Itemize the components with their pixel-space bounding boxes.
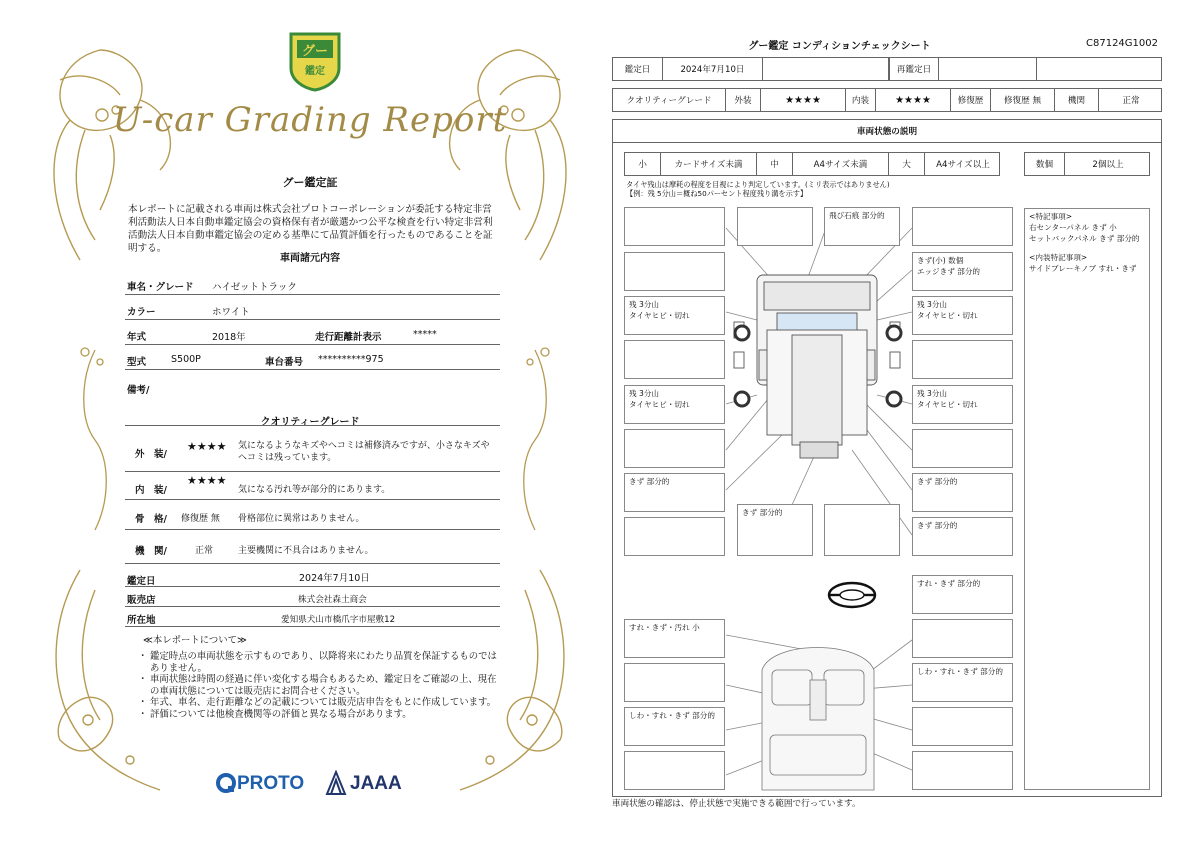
qg-repair-label: 修復歴 — [951, 89, 991, 111]
quality-engine-text: 主要機関に不具合はありません。 — [238, 546, 374, 556]
note-item: ・ 車両状態は時間の経過に伴い変化する場合もあるため、鑑定日をご確認の上、現在の車両状態については販売店にお問合せください。 — [138, 674, 498, 697]
legend-small-desc: カードサイズ未満 — [661, 153, 757, 175]
rr-tire-text-2: タイヤヒビ・切れ — [917, 400, 978, 409]
right-rear-text: きず 部分的 — [917, 521, 958, 530]
info-row-dealer — [125, 587, 500, 607]
quality-ext-stars: ★★★★ — [187, 440, 227, 453]
quality-divider — [125, 425, 500, 426]
quality-ext-label: 外 装/ — [135, 449, 167, 460]
info-row-address — [125, 607, 500, 627]
panel-left-rear-tire — [624, 385, 725, 424]
panel-rear-mid — [737, 504, 813, 556]
info-date-value: 2024年7月10日 — [299, 573, 370, 584]
panel-right-bed — [912, 473, 1013, 512]
report-title: U-car Grading Report — [112, 100, 508, 140]
quality-section-title: クオリティーグレード — [260, 417, 360, 428]
rf-tire-text-2: タイヤヒビ・切れ — [917, 311, 978, 320]
quality-int-stars: ★★★★ — [187, 474, 227, 487]
panel-int-left-1 — [624, 619, 725, 658]
panel-left-f — [624, 429, 725, 468]
spec-color-value: ホワイト — [212, 307, 250, 318]
quality-engine-value: 正常 — [195, 546, 214, 556]
rear-mid-text: きず 部分的 — [742, 508, 783, 517]
panel-int-right-1 — [912, 663, 1013, 702]
info-dealer-value: 株式会社森土商会 — [298, 595, 367, 605]
redate-label: 再鑑定日 — [889, 58, 939, 80]
right-bed-text: きず 部分的 — [917, 477, 958, 486]
ornament-left-side-icon — [70, 340, 120, 540]
interior-notes-title: <内装特記事項> — [1029, 253, 1088, 262]
qg-engine-value: 正常 — [1122, 96, 1140, 106]
steering-text: すれ・きず 部分的 — [917, 579, 981, 588]
panel-left-b — [624, 252, 725, 291]
spec-chassis-value: **********975 — [318, 354, 384, 365]
panel-left-a — [624, 207, 725, 246]
date-value: 2024年7月10日 — [663, 58, 763, 80]
tire-note-2: 【例：残 5分山＝概ね50パーセント程度残り溝を示す】 — [626, 189, 808, 198]
spec-model-value: S500P — [171, 354, 201, 365]
tire-note-1: タイヤ残山は摩耗の程度を目視により判定しています。(ミリ表示ではありません) — [626, 180, 890, 189]
quality-row-exterior — [125, 430, 500, 472]
panel-mid-a — [737, 207, 813, 246]
date-label: 鑑定日 — [613, 58, 663, 80]
quality-row-interior — [125, 472, 500, 500]
badge-bottom-text: 鑑定 — [305, 66, 325, 77]
lr-tire-text-2: タイヤヒビ・切れ — [629, 400, 690, 409]
panel-left-h — [624, 517, 725, 556]
lr-tire-text-1: 残 3分山 — [629, 389, 660, 398]
legend-count: 数個 — [1025, 153, 1065, 175]
quality-frame-value: 修復歴 無 — [181, 514, 220, 524]
spec-mileage-label: 走行距離計表示 — [315, 332, 382, 343]
special-note-2: セットバックパネル きず 部分的 — [1029, 234, 1140, 243]
spec-name-label: 車名・グレード — [127, 282, 194, 293]
spec-color-label: カラー — [127, 307, 156, 318]
spec-row-color — [125, 295, 500, 320]
proto-logo-text: PROTO — [237, 773, 305, 794]
panel-right-a — [912, 207, 1013, 246]
footer-note: 車両状態の確認は、停止状態で実施できる範囲で行っています。 — [612, 799, 861, 809]
panel-int-right-c — [912, 707, 1013, 746]
spec-mileage-value: ***** — [413, 329, 437, 340]
qg-ext-stars: ★★★★ — [761, 89, 846, 111]
panel-left-front-tire — [624, 296, 725, 335]
condition-check-sheet — [612, 30, 1164, 810]
goo-appraisal-badge-icon — [287, 30, 343, 92]
interior-diagram — [762, 648, 874, 791]
proto-logo-icon — [215, 772, 237, 794]
panel-left-d — [624, 340, 725, 379]
right-front-text-1: きず(小) 数個 — [917, 256, 964, 265]
right-front-text-2: エッジきず 部分的 — [917, 267, 981, 276]
spec-remarks-label: 備考/ — [127, 385, 150, 396]
lf-tire-text-2: タイヤヒビ・切れ — [629, 311, 690, 320]
panel-int-left-2 — [624, 707, 725, 746]
panel-right-rear-tire — [912, 385, 1013, 424]
spec-model-label: 型式 — [127, 357, 147, 368]
note-item: ・ 年式、車名、走行距離などの記載については販売店申告をもとに作成しています。 — [138, 697, 498, 709]
quality-frame-label: 骨 格/ — [135, 514, 167, 525]
legend-large-desc: A4サイズ以上 — [936, 160, 990, 170]
info-dealer-label: 販売店 — [127, 595, 156, 606]
qg-repair-value: 修復歴 無 — [991, 89, 1055, 111]
note-item: ・ 鑑定時点の車両状態を示すものであり、以降将来にわたり品質を保証するものではありません。 — [138, 651, 498, 674]
quality-ext-text: 気になるようなキズやヘコミは補修済みですが、小さなキズやヘコミは残っています。 — [238, 441, 490, 463]
legend-small: 小 — [625, 153, 661, 175]
special-notes-title: <特記事項> — [1029, 212, 1073, 221]
int-right-1-text: しわ・すれ・きず 部分的 — [917, 667, 1003, 676]
panel-int-right-d — [912, 751, 1013, 790]
spec-row-remarks — [125, 370, 500, 397]
notes-list — [138, 651, 498, 721]
legend-count-desc: 2個以上 — [1092, 160, 1124, 170]
rr-tire-text-1: 残 3分山 — [917, 389, 948, 398]
spec-name-value: ハイゼットトラック — [212, 282, 297, 293]
panel-int-left-c — [624, 751, 725, 790]
badge-top-text: グー — [301, 44, 329, 59]
note-item: ・ 評価については他検査機関等の評価と異なる場合があります。 — [138, 709, 498, 721]
jaaa-logo-text: JAAA — [350, 773, 402, 794]
stone-chip-text: 飛び石痕 部分的 — [829, 211, 885, 220]
ornament-right-side-icon — [510, 340, 560, 540]
legend-mid: 中 — [757, 153, 793, 175]
grading-report-page — [40, 20, 580, 830]
spec-section-title: 車両諸元内容 — [280, 253, 340, 264]
info-address-label: 所在地 — [127, 615, 156, 626]
quality-row-frame — [125, 500, 500, 530]
panel-right-rear — [912, 517, 1013, 556]
quality-frame-text: 骨格部位に異常はありません。 — [238, 514, 365, 524]
panel-right-d — [912, 340, 1013, 379]
int-left-1-text: すれ・きず・汚れ 小 — [629, 623, 700, 632]
panel-right-f — [912, 429, 1013, 468]
spec-year-label: 年式 — [127, 332, 147, 343]
spec-row-year — [125, 320, 500, 345]
legend-large: 大 — [889, 153, 925, 175]
panel-stone-chip — [824, 207, 900, 246]
panel-left-bed — [624, 473, 725, 512]
panel-int-right-a — [912, 619, 1013, 658]
notes-title: ≪本レポートについて≫ — [143, 635, 247, 646]
info-row-date — [125, 564, 500, 587]
special-notes-panel — [1024, 208, 1150, 790]
legend-mid-desc: A4サイズ未満 — [793, 153, 889, 175]
int-left-2-text: しわ・すれ・きず 部分的 — [629, 711, 715, 720]
vehicle-state-title: 車両状態の説明 — [612, 119, 1162, 143]
interior-note-1: サイドブレーキノブ すれ・きず — [1029, 264, 1137, 273]
spec-chassis-label: 車台番号 — [265, 357, 304, 368]
panel-right-front-tire — [912, 296, 1013, 335]
lf-tire-text-1: 残 3分山 — [629, 300, 660, 309]
info-date-label: 鑑定日 — [127, 576, 156, 587]
rf-tire-text-1: 残 3分山 — [917, 300, 948, 309]
panel-rear-mid2 — [824, 504, 900, 556]
certificate-title: グー鑑定証 — [282, 176, 338, 189]
steering-wheel-icon — [829, 583, 875, 607]
spec-year-value: 2018年 — [212, 332, 246, 343]
jaaa-logo-icon — [325, 770, 347, 796]
spec-row-model — [125, 345, 500, 370]
quality-row-engine — [125, 530, 500, 564]
qg-ext-label: 外装 — [726, 89, 761, 111]
sheet-id: C87124G1002 — [1086, 38, 1158, 49]
spec-row-name — [125, 270, 500, 295]
qg-engine-label: 機関 — [1055, 89, 1099, 111]
logo-bar — [215, 768, 415, 798]
quality-int-text: 気になる汚れ等が部分的にあります。 — [238, 485, 391, 495]
panel-steering — [912, 575, 1013, 614]
left-bed-text: きず 部分的 — [629, 477, 670, 486]
panel-int-left-b — [624, 663, 725, 702]
qg-int-label: 内装 — [846, 89, 876, 111]
panel-right-front — [912, 252, 1013, 291]
info-address-value: 愛知県犬山市橋爪字市屋敷12 — [281, 615, 396, 625]
certificate-body: 本レポートに記載される車両は株式会社プロトコーポレーションが委託する特定非営利活動法人日本自動車鑑定協会の資格保有者が厳選かつ公平な検査を行い特定非営利活動法人日本自動車鑑定協会の定める基準にて品質評価を行ったものであることを証明する。 — [128, 204, 493, 254]
qg-label: クオリティーグレード — [613, 89, 726, 111]
special-note-1: 右センターパネル きず 小 — [1029, 223, 1117, 232]
quality-int-label: 内 装/ — [135, 485, 167, 496]
quality-engine-label: 機 関/ — [135, 546, 167, 557]
qg-int-stars: ★★★★ — [876, 89, 951, 111]
sheet-title: グー鑑定 コンディションチェックシート — [748, 41, 931, 52]
